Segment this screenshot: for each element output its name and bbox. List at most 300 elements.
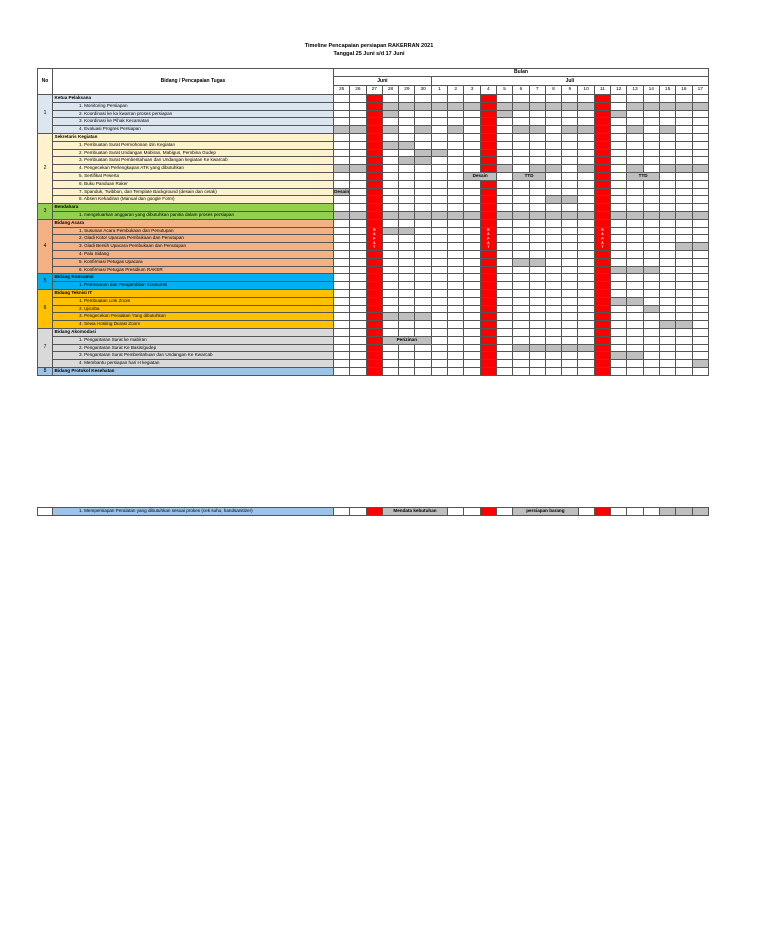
timeline-cell bbox=[692, 352, 708, 360]
timeline-label: Perizinan bbox=[382, 336, 431, 344]
timeline-cell bbox=[448, 258, 464, 266]
timeline-cell bbox=[659, 289, 675, 297]
timeline-cell bbox=[382, 95, 398, 103]
timeline-cell bbox=[480, 305, 496, 313]
day-header: 3 bbox=[464, 86, 480, 95]
timeline-cell bbox=[448, 196, 464, 204]
timeline-cell bbox=[464, 282, 480, 290]
timeline-cell bbox=[627, 313, 643, 321]
timeline-cell bbox=[399, 352, 415, 360]
timeline-cell bbox=[513, 149, 529, 157]
timeline-cell bbox=[366, 172, 382, 180]
timeline-cell bbox=[545, 227, 561, 235]
rapat-vertical-label: R A P A T bbox=[480, 227, 496, 250]
timeline-cell bbox=[513, 243, 529, 251]
timeline-cell bbox=[448, 149, 464, 157]
timeline-label: TTD bbox=[627, 172, 660, 180]
timeline-cell bbox=[366, 360, 382, 368]
timeline-cell bbox=[415, 289, 431, 297]
task-label: 4. Membantu persiapan hari H kegiatan bbox=[53, 360, 334, 368]
timeline-cell bbox=[562, 95, 578, 103]
timeline-cell bbox=[350, 352, 366, 360]
timeline-cell bbox=[431, 149, 447, 157]
timeline-cell bbox=[676, 352, 692, 360]
timeline-cell bbox=[643, 258, 659, 266]
timeline-cell bbox=[529, 141, 545, 149]
timeline-cell bbox=[594, 157, 610, 165]
timeline-cell bbox=[382, 227, 398, 235]
timeline-cell bbox=[545, 180, 561, 188]
timeline-cell bbox=[643, 211, 659, 219]
timeline-table bbox=[37, 68, 709, 376]
timeline-cell bbox=[578, 157, 594, 165]
timeline-cell bbox=[431, 344, 447, 352]
timeline-cell bbox=[350, 133, 366, 141]
timeline-cell bbox=[431, 204, 447, 212]
timeline-cell bbox=[659, 219, 675, 227]
timeline-cell bbox=[334, 180, 350, 188]
timeline-cell bbox=[594, 102, 610, 110]
timeline-cell bbox=[578, 219, 594, 227]
task-label: 7. Spanduk, Twibbon, dan Template Background (desain dan cetak) bbox=[53, 188, 334, 196]
task-label: 3. Pengecekan Peralatan Yang dibutuhkan bbox=[53, 313, 334, 321]
timeline-cell bbox=[676, 367, 692, 375]
timeline-cell bbox=[627, 188, 643, 196]
timeline-cell bbox=[676, 180, 692, 188]
timeline-cell bbox=[529, 266, 545, 274]
timeline-cell bbox=[448, 321, 464, 329]
timeline-cell bbox=[382, 172, 398, 180]
section-number: 5 bbox=[38, 274, 53, 290]
task-label: 1. Pembuatan Link Zoom bbox=[53, 297, 334, 305]
timeline-cell bbox=[562, 196, 578, 204]
timeline-cell bbox=[366, 157, 382, 165]
timeline-cell bbox=[562, 282, 578, 290]
timeline-cell bbox=[464, 508, 480, 516]
timeline-cell bbox=[676, 243, 692, 251]
timeline-cell bbox=[529, 149, 545, 157]
timeline-cell bbox=[545, 110, 561, 118]
timeline-cell bbox=[611, 250, 627, 258]
timeline-cell bbox=[382, 274, 398, 282]
timeline-cell bbox=[562, 219, 578, 227]
timeline-cell bbox=[545, 321, 561, 329]
timeline-cell bbox=[594, 141, 610, 149]
timeline-cell bbox=[480, 110, 496, 118]
timeline-cell bbox=[545, 172, 561, 180]
timeline-cell bbox=[464, 321, 480, 329]
timeline-cell bbox=[334, 204, 350, 212]
timeline-cell bbox=[496, 360, 512, 368]
timeline-cell bbox=[676, 250, 692, 258]
timeline-cell bbox=[334, 118, 350, 126]
timeline-cell bbox=[578, 266, 594, 274]
timeline-cell bbox=[627, 508, 643, 516]
timeline-cell bbox=[692, 235, 708, 243]
timeline-cell bbox=[643, 204, 659, 212]
timeline-cell bbox=[692, 219, 708, 227]
timeline-cell bbox=[529, 313, 545, 321]
timeline-cell bbox=[545, 126, 561, 134]
timeline-cell bbox=[676, 344, 692, 352]
timeline-cell bbox=[692, 297, 708, 305]
timeline-cell bbox=[545, 243, 561, 251]
timeline-cell bbox=[513, 219, 529, 227]
timeline-cell bbox=[513, 110, 529, 118]
timeline-cell bbox=[350, 227, 366, 235]
timeline-cell bbox=[545, 297, 561, 305]
timeline-cell bbox=[415, 235, 431, 243]
timeline-cell bbox=[496, 180, 512, 188]
day-header: 29 bbox=[399, 86, 415, 95]
timeline-cell bbox=[496, 227, 512, 235]
timeline-cell bbox=[643, 95, 659, 103]
timeline-cell bbox=[334, 282, 350, 290]
timeline-cell bbox=[366, 102, 382, 110]
timeline-cell bbox=[382, 188, 398, 196]
timeline-cell bbox=[529, 110, 545, 118]
timeline-cell bbox=[366, 110, 382, 118]
timeline-cell bbox=[464, 118, 480, 126]
timeline-cell bbox=[431, 258, 447, 266]
timeline-cell bbox=[399, 258, 415, 266]
timeline-cell bbox=[334, 344, 350, 352]
timeline-cell bbox=[643, 297, 659, 305]
timeline-cell bbox=[350, 328, 366, 336]
timeline-cell bbox=[480, 211, 496, 219]
timeline-cell bbox=[643, 336, 659, 344]
timeline-cell bbox=[480, 126, 496, 134]
timeline-cell bbox=[496, 266, 512, 274]
timeline-cell bbox=[415, 274, 431, 282]
timeline-cell bbox=[399, 126, 415, 134]
timeline-cell bbox=[480, 313, 496, 321]
timeline-cell bbox=[545, 289, 561, 297]
day-header: 16 bbox=[676, 86, 692, 95]
timeline-cell bbox=[431, 165, 447, 173]
timeline-cell bbox=[350, 266, 366, 274]
timeline-cell bbox=[562, 141, 578, 149]
timeline-cell bbox=[529, 305, 545, 313]
timeline-cell bbox=[545, 118, 561, 126]
timeline-cell bbox=[545, 313, 561, 321]
timeline-cell bbox=[366, 141, 382, 149]
timeline-cell bbox=[643, 118, 659, 126]
timeline-cell bbox=[431, 188, 447, 196]
timeline-cell bbox=[464, 110, 480, 118]
timeline-cell bbox=[431, 321, 447, 329]
timeline-cell bbox=[334, 360, 350, 368]
timeline-cell bbox=[399, 149, 415, 157]
timeline-cell bbox=[529, 102, 545, 110]
timeline-cell bbox=[350, 313, 366, 321]
timeline-cell bbox=[399, 360, 415, 368]
timeline-cell bbox=[627, 180, 643, 188]
timeline-cell bbox=[464, 328, 480, 336]
day-header: 11 bbox=[594, 86, 610, 95]
timeline-cell bbox=[659, 266, 675, 274]
timeline-cell bbox=[334, 243, 350, 251]
timeline-cell bbox=[480, 282, 496, 290]
timeline-cell bbox=[578, 172, 594, 180]
timeline-cell bbox=[496, 219, 512, 227]
timeline-cell bbox=[627, 297, 643, 305]
timeline-cell bbox=[382, 250, 398, 258]
timeline-cell bbox=[496, 172, 512, 180]
timeline-cell bbox=[448, 243, 464, 251]
timeline-cell bbox=[415, 95, 431, 103]
task-label: 3. Pembuatan Surat Pemberitahuan dan Undangan kegiatan Ke kwarcab bbox=[53, 157, 334, 165]
timeline-cell bbox=[382, 165, 398, 173]
section-name: Bendahara bbox=[53, 204, 334, 212]
timeline-cell bbox=[545, 328, 561, 336]
timeline-cell bbox=[676, 313, 692, 321]
timeline-cell bbox=[464, 250, 480, 258]
timeline-cell bbox=[529, 328, 545, 336]
timeline-cell bbox=[448, 118, 464, 126]
timeline-cell bbox=[692, 250, 708, 258]
timeline-cell bbox=[366, 321, 382, 329]
timeline-cell bbox=[496, 243, 512, 251]
timeline-cell bbox=[366, 367, 382, 375]
section-name: Bidang Acara bbox=[53, 219, 334, 227]
timeline-cell bbox=[545, 235, 561, 243]
timeline-cell bbox=[513, 352, 529, 360]
timeline-cell bbox=[334, 336, 350, 344]
timeline-cell bbox=[350, 126, 366, 134]
timeline-cell bbox=[659, 297, 675, 305]
timeline-cell bbox=[480, 165, 496, 173]
timeline-cell bbox=[562, 266, 578, 274]
timeline-cell bbox=[350, 180, 366, 188]
timeline-cell bbox=[513, 297, 529, 305]
timeline-cell bbox=[480, 141, 496, 149]
timeline-cell bbox=[366, 344, 382, 352]
timeline-cell bbox=[659, 149, 675, 157]
timeline-cell bbox=[692, 313, 708, 321]
timeline-cell bbox=[334, 289, 350, 297]
timeline-cell bbox=[399, 188, 415, 196]
timeline-cell bbox=[529, 297, 545, 305]
timeline-cell bbox=[480, 344, 496, 352]
timeline-cell bbox=[611, 344, 627, 352]
protokol-table bbox=[37, 507, 709, 516]
timeline-cell bbox=[480, 367, 496, 375]
timeline-cell bbox=[334, 297, 350, 305]
task-label: 1. Pembuatan Surat Permohonan izin Kegiatan bbox=[53, 141, 334, 149]
timeline-cell bbox=[350, 157, 366, 165]
timeline-cell bbox=[676, 165, 692, 173]
timeline-cell bbox=[415, 141, 431, 149]
timeline-cell bbox=[692, 227, 708, 235]
timeline-cell bbox=[496, 165, 512, 173]
timeline-cell bbox=[611, 258, 627, 266]
timeline-cell bbox=[366, 204, 382, 212]
task-label: 6. Buku Panduan Raker bbox=[53, 180, 334, 188]
timeline-cell bbox=[399, 321, 415, 329]
timeline-cell bbox=[627, 243, 643, 251]
timeline-cell bbox=[594, 165, 610, 173]
timeline-cell bbox=[350, 102, 366, 110]
timeline-cell bbox=[415, 110, 431, 118]
timeline-cell bbox=[448, 211, 464, 219]
timeline-cell bbox=[627, 258, 643, 266]
timeline-cell bbox=[415, 313, 431, 321]
timeline-cell bbox=[415, 266, 431, 274]
timeline-cell bbox=[676, 508, 692, 516]
timeline-label: Desain bbox=[334, 188, 350, 196]
timeline-cell bbox=[659, 367, 675, 375]
timeline-cell bbox=[676, 282, 692, 290]
timeline-cell bbox=[513, 165, 529, 173]
timeline-cell bbox=[676, 227, 692, 235]
timeline-cell bbox=[513, 211, 529, 219]
timeline-cell bbox=[692, 126, 708, 134]
timeline-cell bbox=[448, 336, 464, 344]
timeline-cell bbox=[659, 110, 675, 118]
timeline-cell bbox=[350, 235, 366, 243]
timeline-cell bbox=[448, 180, 464, 188]
timeline-cell bbox=[366, 250, 382, 258]
timeline-cell bbox=[627, 219, 643, 227]
timeline-cell bbox=[562, 149, 578, 157]
timeline-cell bbox=[594, 313, 610, 321]
timeline-cell bbox=[692, 344, 708, 352]
timeline-cell bbox=[431, 282, 447, 290]
timeline-cell bbox=[545, 367, 561, 375]
timeline-cell bbox=[382, 219, 398, 227]
timeline-cell bbox=[415, 321, 431, 329]
day-header: 6 bbox=[513, 86, 529, 95]
timeline-cell bbox=[334, 352, 350, 360]
timeline-cell bbox=[513, 133, 529, 141]
timeline-cell bbox=[627, 250, 643, 258]
timeline-cell bbox=[643, 102, 659, 110]
timeline-cell bbox=[562, 367, 578, 375]
timeline-cell bbox=[643, 367, 659, 375]
timeline-cell bbox=[627, 344, 643, 352]
timeline-cell bbox=[350, 305, 366, 313]
timeline-label: persiapan barang bbox=[513, 508, 578, 516]
timeline-cell bbox=[496, 274, 512, 282]
timeline-cell bbox=[529, 180, 545, 188]
timeline-cell bbox=[350, 297, 366, 305]
timeline-cell bbox=[334, 227, 350, 235]
timeline-cell bbox=[480, 508, 496, 516]
timeline-cell bbox=[594, 266, 610, 274]
timeline-cell bbox=[496, 196, 512, 204]
timeline-cell bbox=[480, 274, 496, 282]
timeline-cell bbox=[513, 344, 529, 352]
timeline-cell bbox=[611, 95, 627, 103]
timeline-cell bbox=[692, 188, 708, 196]
timeline-cell bbox=[627, 118, 643, 126]
timeline-cell bbox=[448, 204, 464, 212]
timeline-cell bbox=[366, 188, 382, 196]
task-label: 1. Mempersiapan Peralatan yang dibutuhkan sesuai prokes (cek suhu, handsanitizer) bbox=[53, 508, 334, 516]
timeline-cell bbox=[562, 313, 578, 321]
timeline-cell bbox=[676, 141, 692, 149]
timeline-cell bbox=[692, 196, 708, 204]
timeline-cell bbox=[594, 219, 610, 227]
day-header: 30 bbox=[415, 86, 431, 95]
timeline-cell bbox=[643, 274, 659, 282]
task-label: 2. Gladi Kotor Upacara Pembukaan dan Penutupan bbox=[53, 235, 334, 243]
timeline-cell bbox=[513, 180, 529, 188]
timeline-cell bbox=[480, 289, 496, 297]
timeline-cell bbox=[545, 157, 561, 165]
timeline-cell bbox=[659, 95, 675, 103]
timeline-cell bbox=[431, 172, 447, 180]
timeline-cell bbox=[464, 204, 480, 212]
timeline-cell bbox=[431, 360, 447, 368]
timeline-cell bbox=[659, 250, 675, 258]
timeline-cell bbox=[578, 149, 594, 157]
timeline-cell bbox=[366, 180, 382, 188]
task-label: 5. Konfirmasi Petugas Upacara bbox=[53, 258, 334, 266]
day-header: 9 bbox=[562, 86, 578, 95]
timeline-cell bbox=[399, 266, 415, 274]
timeline-cell bbox=[366, 211, 382, 219]
timeline-cell bbox=[513, 274, 529, 282]
timeline-cell bbox=[676, 274, 692, 282]
timeline-cell bbox=[480, 157, 496, 165]
timeline-cell bbox=[611, 180, 627, 188]
timeline-cell bbox=[496, 235, 512, 243]
timeline-cell bbox=[448, 126, 464, 134]
timeline-cell bbox=[513, 141, 529, 149]
timeline-cell bbox=[529, 250, 545, 258]
timeline-cell bbox=[545, 336, 561, 344]
timeline-cell bbox=[659, 180, 675, 188]
timeline-cell bbox=[382, 157, 398, 165]
timeline-cell bbox=[448, 282, 464, 290]
timeline-cell bbox=[594, 133, 610, 141]
timeline-cell bbox=[415, 352, 431, 360]
timeline-cell bbox=[611, 266, 627, 274]
timeline-cell bbox=[578, 141, 594, 149]
timeline-cell bbox=[627, 110, 643, 118]
timeline-cell bbox=[562, 360, 578, 368]
timeline-cell bbox=[692, 141, 708, 149]
timeline-cell bbox=[513, 235, 529, 243]
timeline-cell bbox=[676, 196, 692, 204]
timeline-cell bbox=[562, 328, 578, 336]
timeline-cell bbox=[529, 235, 545, 243]
timeline-cell bbox=[578, 110, 594, 118]
timeline-cell bbox=[496, 367, 512, 375]
timeline-cell bbox=[464, 289, 480, 297]
timeline-cell bbox=[448, 235, 464, 243]
timeline-cell bbox=[513, 282, 529, 290]
timeline-cell bbox=[464, 297, 480, 305]
timeline-cell bbox=[350, 250, 366, 258]
task-label: 3. Koordinasi ke Pihak Kecamatan bbox=[53, 118, 334, 126]
timeline-cell bbox=[659, 282, 675, 290]
timeline-cell bbox=[415, 118, 431, 126]
timeline-cell bbox=[676, 305, 692, 313]
timeline-cell bbox=[627, 102, 643, 110]
timeline-cell bbox=[399, 95, 415, 103]
timeline-cell bbox=[431, 196, 447, 204]
timeline-cell bbox=[627, 227, 643, 235]
timeline-cell bbox=[334, 250, 350, 258]
timeline-cell bbox=[692, 289, 708, 297]
timeline-cell bbox=[562, 274, 578, 282]
timeline-cell bbox=[692, 204, 708, 212]
timeline-cell bbox=[562, 188, 578, 196]
timeline-cell bbox=[431, 289, 447, 297]
